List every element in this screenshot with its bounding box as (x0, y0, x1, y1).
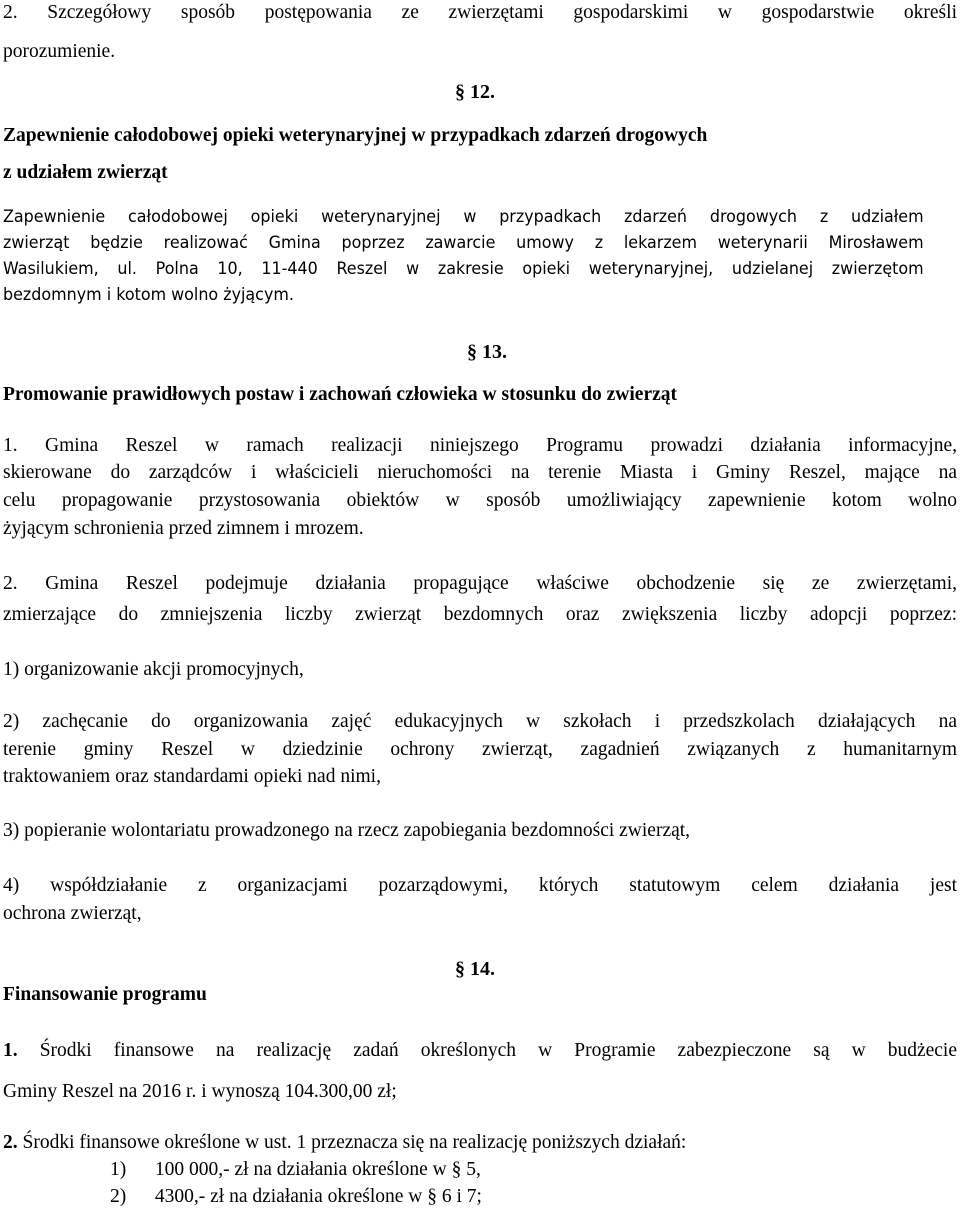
paragraph-line: 1. Gmina Reszel w ramach realizacji niniejszego Programu prowadzi działania informacyjne, (3, 435, 957, 456)
paragraph-line: żyjącym schronienia przed zimnem i mrozem. (3, 518, 364, 539)
paragraph-line: skierowane do zarządców i właścicieli nieruchomości na terenie Miasta i Gminy Reszel, mające na (3, 462, 957, 483)
section-number: § 14. (455, 958, 495, 980)
list-item: terenie gminy Reszel w dziedzinie ochrony zwierząt, zagadnień związanych z humanitarnym (3, 739, 957, 760)
list-text: 4300,- zł na działania określone w § 6 i 7; (154, 1186, 482, 1207)
paragraph-line: 2. Gmina Reszel podejmuje działania propagujące właściwe obchodzenie się ze zwierzętami, (3, 573, 957, 594)
paragraph-line: bezdomnym i kotom wolno żyjącym. (3, 285, 294, 304)
list-item: 2) zachęcanie do organizowania zajęć edukacyjnych w szkołach i przedszkolach działających na (3, 711, 957, 732)
list-item: 4) współdziałanie z organizacjami pozarządowymi, których statutowym celem działania jest (3, 875, 957, 896)
paragraph-line: celu propagowanie przystosowania obiektów w sposób umożliwiający zapewnienie kotom wolno (3, 490, 957, 511)
section-title: Finansowanie programu (3, 984, 207, 1005)
section-title: Zapewnienie całodobowej opieki weterynaryjnej w przypadkach zdarzeń drogowych (3, 125, 708, 146)
paragraph-text: Środki finansowe określone w ust. 1 przeznacza się na realizację poniższych działań: (22, 1132, 687, 1153)
section-title: Promowanie prawidłowych postaw i zachowań człowieka w stosunku do zwierząt (3, 384, 678, 405)
paragraph-line: Zapewnienie całodobowej opieki weterynaryjnej w przypadkach zdarzeń drogowych z udziałem (3, 207, 924, 226)
section-number: § 13. (467, 341, 507, 363)
paragraph-line: porozumienie. (3, 41, 116, 62)
list-item (110, 1158, 481, 1182)
paragraph-line: Wasilukiem, ul. Polna 10, 11-440 Reszel w zakresie opieki weterynaryjnej, udzielanej zwierzętom (3, 259, 924, 278)
list-item: traktowaniem oraz standardami opieki nad nimi, (3, 766, 381, 787)
paragraph-line: zwierząt będzie realizować Gmina poprzez zawarcie umowy z lekarzem weterynarii Mirosławem (3, 233, 924, 252)
paragraph-line: 2. Szczegółowy sposób postępowania ze zwierzętami gospodarskimi w gospodarstwie określi (3, 2, 957, 23)
paragraph-number: 1. (3, 1040, 18, 1061)
list-number: 1) (110, 1159, 127, 1180)
paragraph-number: 2. (3, 1132, 18, 1153)
list-item: 3) popieranie wolontariatu prowadzonego na rzecz zapobiegania bezdomności zwierząt, (3, 820, 691, 841)
paragraph-text: Środki finansowe na realizację zadań określonych w Programie zabezpieczone są w budżecie (39, 1040, 958, 1061)
list-item: 1) organizowanie akcji promocyjnych, (3, 659, 304, 680)
paragraph-line (3, 1039, 957, 1063)
paragraph-line: zmierzające do zmniejszenia liczby zwierząt bezdomnych oraz zwiększenia liczby adopcji poprzez: (3, 604, 957, 625)
paragraph-line (3, 1131, 957, 1155)
list-text: 100 000,- zł na działania określone w § 5, (154, 1159, 481, 1180)
section-number: § 12. (455, 81, 495, 103)
list-item: ochrona zwierząt, (3, 903, 142, 924)
paragraph-line: Gminy Reszel na 2016 r. i wynoszą 104.300,00 zł; (3, 1081, 397, 1102)
list-item (110, 1185, 482, 1209)
list-number: 2) (110, 1186, 127, 1207)
section-title: z udziałem zwierząt (3, 162, 168, 183)
